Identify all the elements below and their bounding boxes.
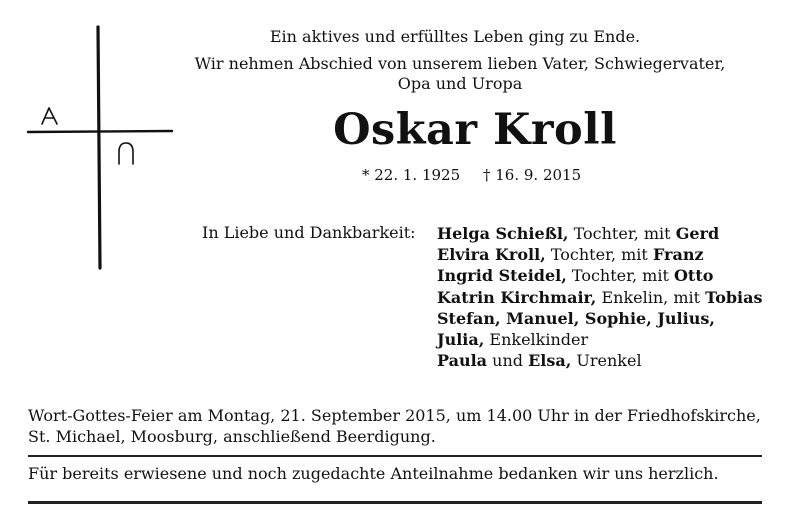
intro-line-2: Wir nehmen Abschied von unserem lieben Vater, Schwiegervater, [194, 54, 726, 73]
bottom-divider [28, 501, 762, 504]
funeral-line-1: Wort-Gottes-Feier am Montag, 21. September 2015, um 14.00 Uhr in der Friedhofskirche, [28, 406, 761, 425]
divider [28, 455, 762, 457]
list-item: Helga Schießl, Tochter, mit Gerd [437, 224, 720, 243]
intro-line-3: Opa und Uropa [397, 74, 523, 93]
alpha-icon [42, 108, 57, 124]
list-item: Paula und Elsa, Urenkel [437, 351, 642, 371]
death-date: † 16. 9. 2015 [483, 166, 582, 184]
cross-icon [20, 22, 180, 272]
thanks-label: In Liebe und Dankbarkeit: [202, 223, 416, 242]
family-list [437, 223, 763, 371]
list-item: Ingrid Steidel, Tochter, mit Otto [437, 266, 714, 286]
intro-line-1: Ein aktives und erfülltes Leben ging zu Ende. [269, 27, 641, 46]
list-item: Elvira Kroll, Tochter, mit Franz [437, 245, 704, 265]
list-item: Katrin Kirchmair, Enkelin, mit Tobias [437, 287, 763, 307]
omega-icon [119, 143, 133, 164]
list-item: Stefan, Manuel, Sophie, Julius, [437, 308, 715, 328]
list-item: Julia, Enkelkinder [437, 330, 589, 350]
funeral-line-2: St. Michael, Moosburg, anschließend Beerdigung. [28, 427, 436, 446]
deceased-name: Oskar Kroll [333, 105, 617, 155]
birth-date: * 22. 1. 1925 [362, 166, 461, 184]
closing-text: Für bereits erwiesene und noch zugedachte Anteilnahme bedanken wir uns herzlich. [28, 464, 719, 483]
